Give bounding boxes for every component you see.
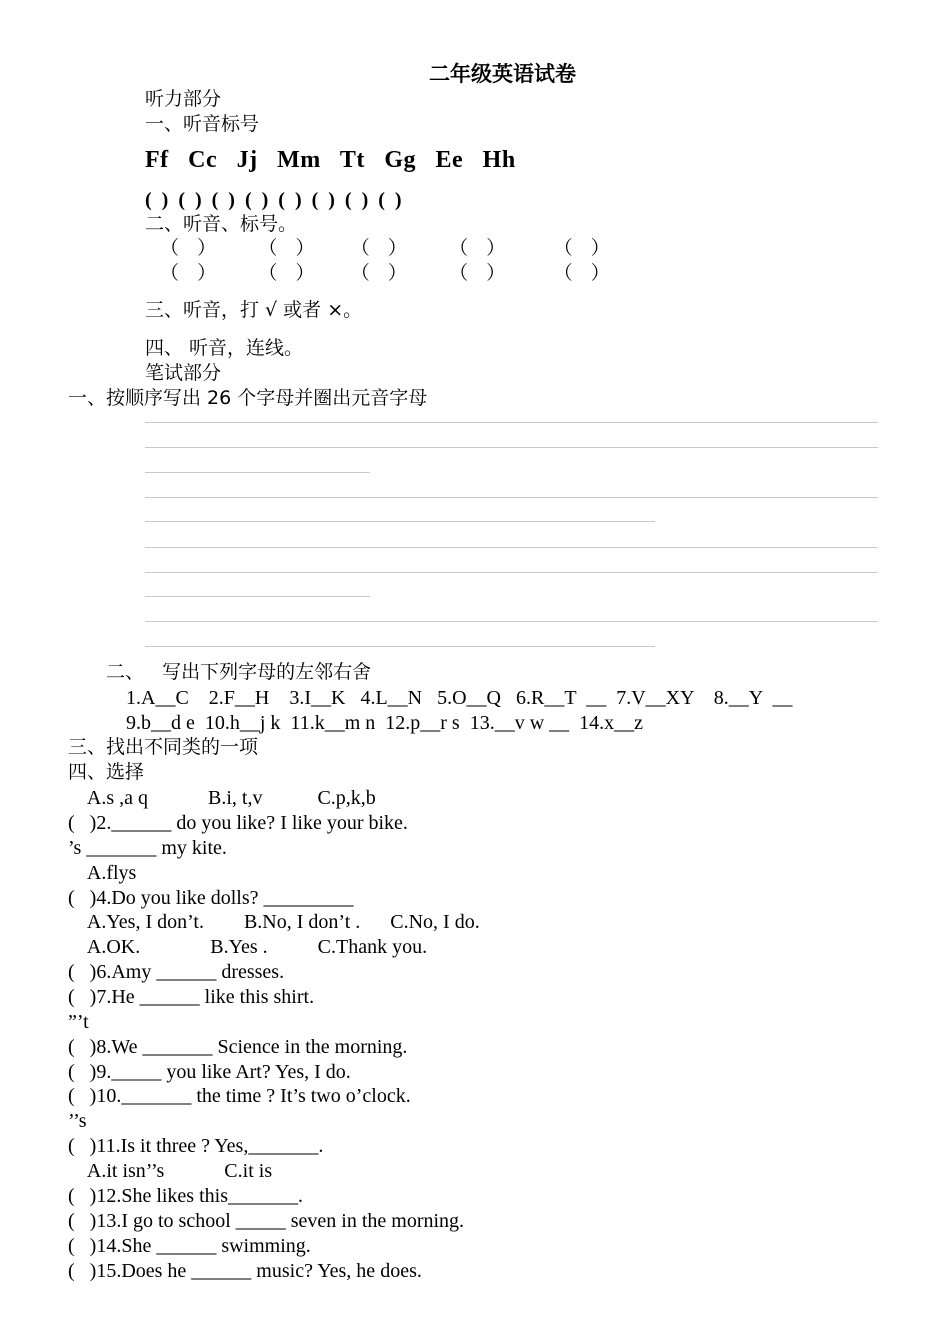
writing-line — [145, 547, 878, 548]
listening-section-1: 一、听音标号 — [145, 113, 260, 135]
question-line: ( )13.I go to school _____ seven in the morning. — [68, 1210, 465, 1232]
question-line: A.s ,a q B.i, t,v C.p,k,b — [68, 787, 376, 809]
neighbor-letters-line-2: 9.b__d e 10.h__j k 11.k__m n 12.p__r s 13.__v w __ 14.x__z — [126, 712, 644, 734]
writing-line — [145, 596, 370, 597]
question-line: ( )8.We _______ Science in the morning. — [68, 1036, 408, 1058]
writing-line — [145, 646, 655, 647]
question-line: ( )15.Does he ______ music? Yes, he does. — [68, 1260, 422, 1282]
listening-section-2: 二、听音、标号。 — [145, 213, 298, 235]
letter-pairs: Ff Cc Jj Mm Tt Gg Ee Hh — [145, 147, 516, 173]
question-line: ( )4.Do you like dolls? _________ — [68, 887, 354, 909]
answer-brackets-row-2: （ ） （ ） （ ） （ ） （ ） — [160, 262, 610, 284]
question-line: ’s _______ my kite. — [68, 837, 227, 859]
writing-line — [145, 472, 370, 473]
written-section-1: 一、按顺序写出 26 个字母并圈出元音字母 — [68, 387, 428, 409]
question-line: ( )7.He ______ like this shirt. — [68, 986, 315, 1008]
question-line: ( )6.Amy ______ dresses. — [68, 961, 285, 983]
written-section-2: 二、 写出下列字母的左邻右舍 — [106, 661, 372, 683]
writing-line — [145, 621, 878, 622]
question-line: ( )12.She likes this_______. — [68, 1185, 303, 1207]
question-line: ( )14.She ______ swimming. — [68, 1235, 311, 1257]
answer-brackets-row-1: （ ） （ ） （ ） （ ） （ ） — [160, 237, 610, 259]
writing-line — [145, 572, 878, 573]
question-line: ( )2.______ do you like? I like your bike. — [68, 812, 408, 834]
letter-answer-brackets: ( ) ( ) ( ) ( ) ( ) ( ) ( ) ( ) — [145, 189, 402, 211]
writing-line — [145, 521, 655, 522]
writing-line — [145, 422, 878, 423]
listening-section-4: 四、 听音，连线。 — [145, 337, 304, 359]
question-line: A.flys — [68, 862, 137, 884]
listening-section-3: 三、听音，打 √ 或者 ×。 — [145, 299, 363, 321]
question-line: ’’s — [68, 1110, 87, 1132]
question-line: ( )11.Is it three ? Yes,_______. — [68, 1135, 324, 1157]
neighbor-letters-line-1: 1.A__C 2.F__H 3.I__K 4.L__N 5.O__Q 6.R__T __ 7.V__XY 8.__Y __ — [126, 687, 793, 709]
writing-line — [145, 447, 878, 448]
question-line: A.it isn’’s C.it is — [68, 1160, 273, 1182]
question-line: ”’t — [68, 1011, 89, 1033]
written-section-4: 四、选择 — [68, 761, 145, 783]
written-heading: 笔试部分 — [145, 362, 222, 384]
question-line: A.Yes, I don’t. B.No, I don’t . C.No, I do. — [68, 911, 480, 933]
page-title: 二年级英语试卷 — [429, 62, 576, 86]
listening-heading: 听力部分 — [145, 88, 222, 110]
written-section-3: 三、找出不同类的一项 — [68, 736, 259, 758]
question-line: ( )10._______ the time ? It’s two o’clock. — [68, 1085, 411, 1107]
question-line: ( )9._____ you like Art? Yes, I do. — [68, 1061, 351, 1083]
writing-line — [145, 497, 878, 498]
question-line: A.OK. B.Yes . C.Thank you. — [68, 936, 428, 958]
